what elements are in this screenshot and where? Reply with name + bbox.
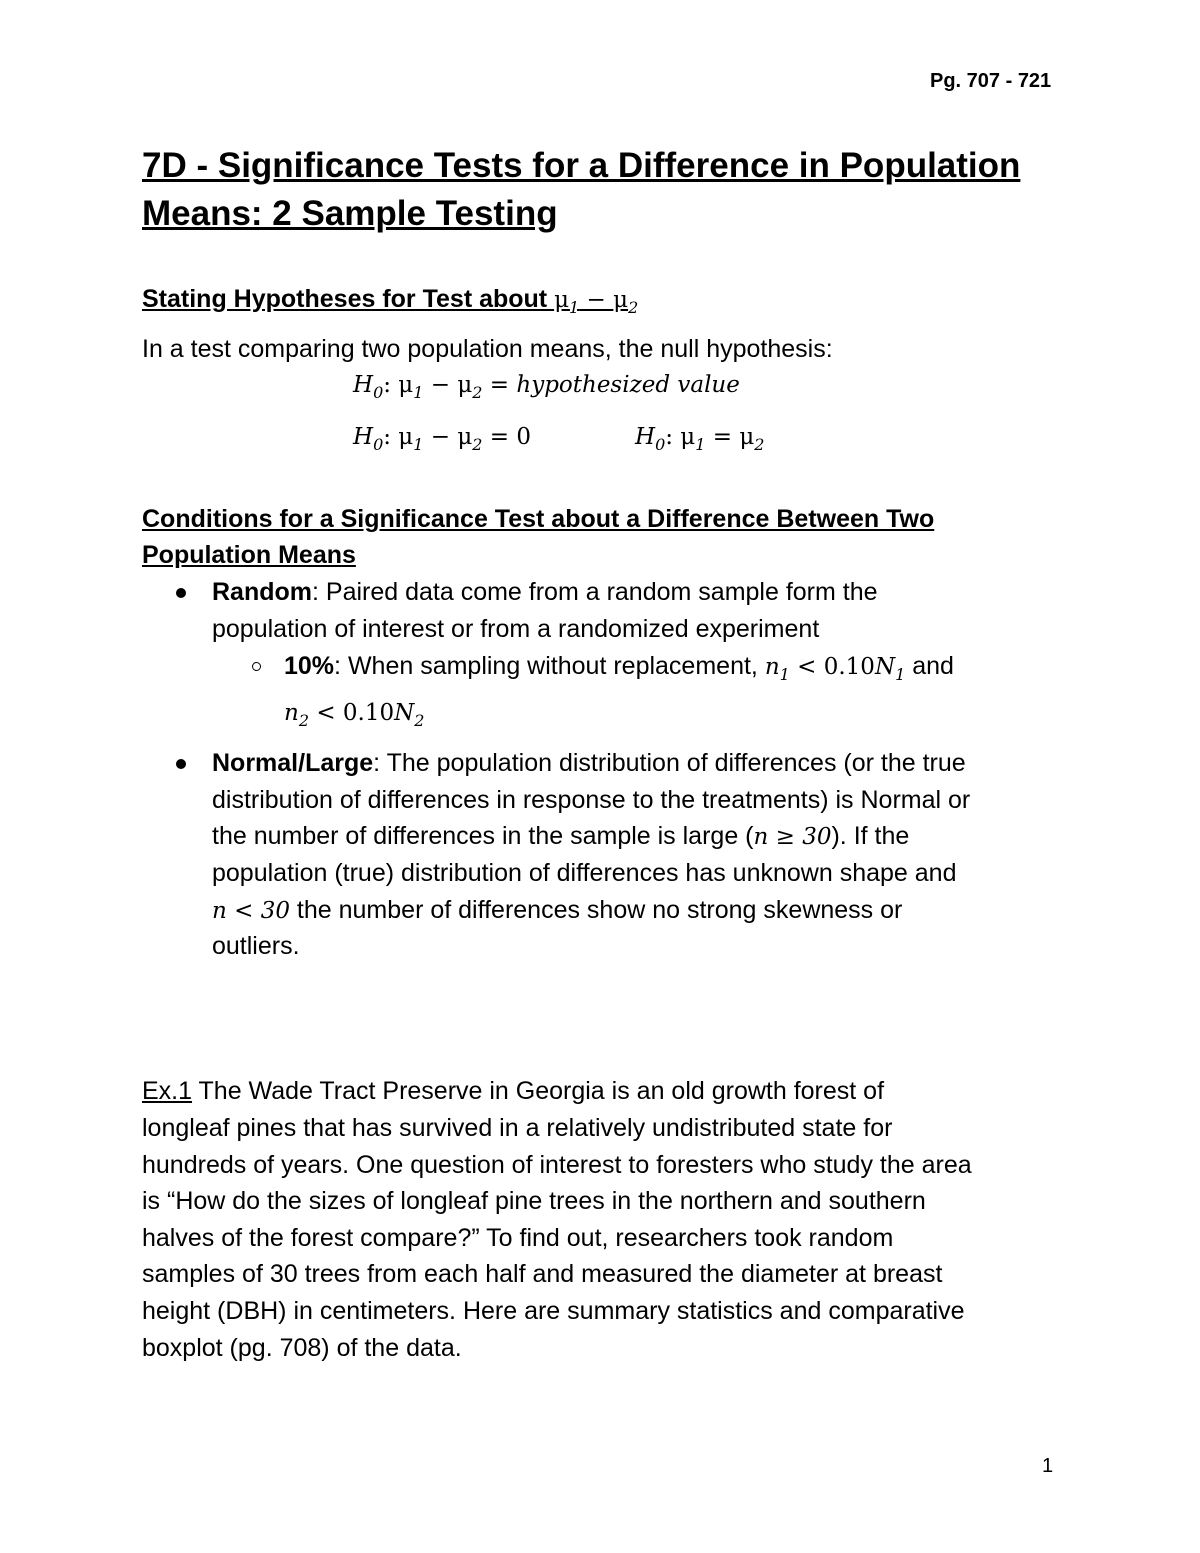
- example-line: samples of 30 trees from each half and measured the diameter at breast: [142, 1260, 943, 1288]
- mu-symbol: : μ: [665, 424, 696, 450]
- subscript: 1: [779, 665, 790, 684]
- line5-text: the number of differences show no strong skewness or: [289, 896, 903, 924]
- normal-label: Normal/Large: [212, 749, 374, 777]
- example-line: is “How do the sizes of longleaf pine trees in the northern and southern: [142, 1187, 926, 1215]
- circle-bullet-icon: [252, 662, 261, 671]
- ten-percent-text: : When sampling without replacement,: [334, 652, 765, 680]
- random-text: : Paired data come from a random sample form the: [312, 578, 878, 606]
- normal-text: : The population distribution of differences (or the true: [373, 749, 966, 777]
- hypotheses-heading: [142, 285, 639, 317]
- random-label: Random: [212, 578, 312, 606]
- subscript: 1: [413, 383, 424, 402]
- bullet-icon: [176, 759, 186, 769]
- equals-symbol: =: [482, 372, 517, 398]
- subscript: 0: [373, 383, 384, 402]
- subscript: 1: [413, 435, 424, 454]
- page-title: 7D - Significance Tests for a Difference in Population Means: 2 Sample Testing: [142, 146, 1021, 233]
- random-condition-line1: [212, 578, 878, 607]
- page-range: Pg. 707 - 721: [930, 70, 1052, 92]
- less-than: < 0.10: [789, 654, 875, 680]
- ten-percent-label: 10%: [284, 652, 335, 680]
- mu-symbol: μ: [613, 287, 629, 313]
- mu-symbol: : μ: [383, 372, 414, 398]
- n-lt-30: n < 30: [212, 898, 290, 924]
- subscript: 1: [695, 435, 706, 454]
- bullet-icon: [176, 588, 186, 598]
- mu-symbol: − μ: [423, 424, 473, 450]
- subscript: 2: [472, 383, 483, 402]
- example-text: The Wade Tract Preserve in Georgia is an old growth forest of: [192, 1077, 885, 1105]
- hypotheses-intro: In a test comparing two population means, the null hypothesis:: [142, 335, 833, 363]
- line3-text-b: ). If the: [831, 822, 910, 850]
- subscript: 1: [569, 298, 580, 317]
- subscript: 0: [655, 435, 666, 454]
- example-line: [142, 1077, 884, 1106]
- subscript: 1: [895, 665, 906, 684]
- mu-symbol: : μ: [383, 424, 414, 450]
- h-symbol: H: [635, 424, 656, 450]
- hypotheses-heading-text: Stating Hypotheses for Test about: [142, 285, 555, 313]
- normal-condition-line2: distribution of differences in response to the treatments) is Normal or: [212, 786, 971, 814]
- normal-condition-line1: [212, 749, 966, 778]
- N-symbol: N: [394, 700, 415, 726]
- null-hypothesis-zero: [353, 424, 532, 454]
- subscript: 2: [754, 435, 765, 454]
- normal-condition-line5: [212, 896, 902, 925]
- example-line: height (DBH) in centimeters. Here are summary statistics and comparative: [142, 1297, 965, 1325]
- hypothesized-value: hypothesized value: [516, 372, 740, 398]
- page-number: 1: [1042, 1455, 1054, 1477]
- n-ge-30: n ≥ 30: [753, 824, 832, 850]
- h-symbol: H: [353, 424, 374, 450]
- null-hypothesis-general: [353, 372, 740, 402]
- conditions-heading-line2: Population Means: [142, 541, 356, 569]
- zero-value: = 0: [482, 424, 532, 450]
- normal-condition-line6: outliers.: [212, 932, 300, 960]
- subscript: 2: [472, 435, 483, 454]
- h-symbol: H: [353, 372, 374, 398]
- null-hypothesis-equal: [635, 424, 765, 454]
- ten-percent-condition: [284, 652, 954, 684]
- n-symbol: n: [284, 700, 299, 726]
- conditions-heading-line1: Conditions for a Significance Test about a Difference Between Two: [142, 505, 935, 533]
- minus-symbol: −: [579, 287, 614, 313]
- ten-percent-math1: [764, 654, 906, 684]
- heading-math: [554, 287, 639, 317]
- line3-text-a: the number of differences in the sample is large (: [212, 822, 754, 850]
- mu-symbol: μ: [554, 287, 570, 313]
- example-label: Ex.1: [142, 1077, 193, 1105]
- example-line: halves of the forest compare?” To find out, researchers took random: [142, 1224, 894, 1252]
- subscript: 0: [373, 435, 384, 454]
- normal-condition-line3: [212, 822, 909, 851]
- normal-condition-line4: population (true) distribution of differences has unknown shape and: [212, 859, 957, 887]
- and-text: and: [905, 652, 954, 680]
- subscript: 2: [298, 711, 310, 730]
- subscript: 2: [628, 298, 639, 317]
- subscript: 2: [414, 711, 425, 730]
- N-symbol: N: [874, 654, 896, 680]
- random-condition-line2: population of interest or from a randomized experiment: [212, 615, 820, 643]
- n-symbol: n: [764, 654, 780, 680]
- mu-symbol: = μ: [705, 424, 755, 450]
- ten-percent-math2: [284, 700, 425, 730]
- example-line: longleaf pines that has survived in a relatively undistributed state for: [142, 1114, 893, 1142]
- example-line: boxplot (pg. 708) of the data.: [142, 1334, 462, 1362]
- example-line: hundreds of years. One question of interest to foresters who study the area: [142, 1151, 972, 1179]
- mu-symbol: − μ: [423, 372, 473, 398]
- less-than: < 0.10: [309, 700, 395, 726]
